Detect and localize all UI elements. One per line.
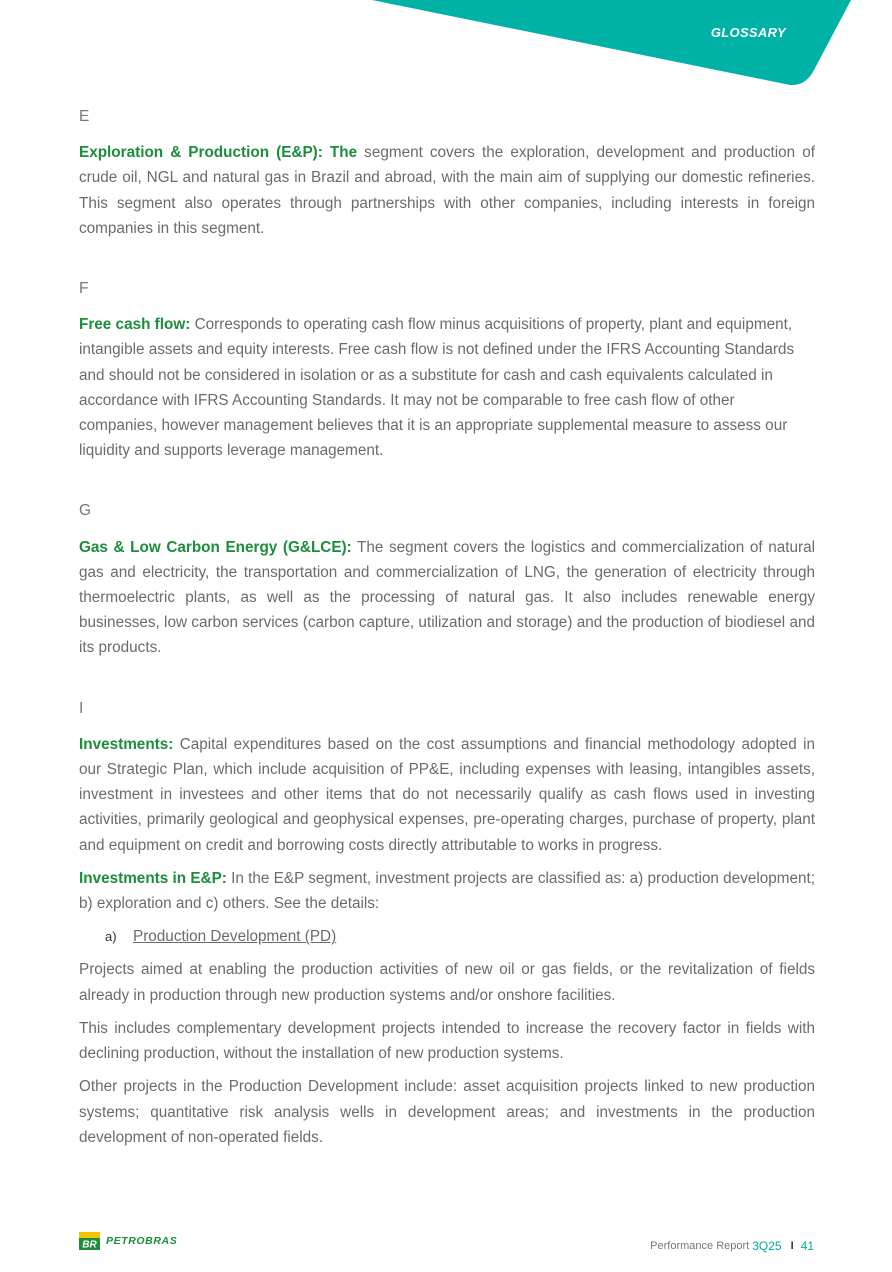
paragraph-pd-2: This includes complementary development projects intended to increase the recovery factor in fields with declining production, without the installation of new production systems. [79,1019,815,1063]
glossary-definition: The segment covers the logistics and commercialization of natural gas and electricity, the transportation and commercialization of LNG, the generation of electricity through thermoelectric plants, as well as the processing of natural gas. It also includes renewable energy businesses, low carbon services (carbon capture, utilization and storage) and the production of biodiesel and its products. [79,538,815,657]
glossary-entry-investments-ep [79,866,815,916]
paragraph-pd-3: Other projects in the Production Development include: asset acquisition projects linked to new production systems; quantitative risk analysis wells in development areas; and investments in the production development of non-operated fields. [79,1078,815,1146]
glossary-entry-ep [79,140,815,241]
glossary-term: Free cash flow: [79,316,191,334]
glossary-entry-investments [79,732,815,858]
glossary-letter-e: E [79,108,90,125]
header-banner [0,0,892,100]
glossary-definition: Corresponds to operating cash flow minus acquisitions of property, plant and equipment, intangible assets and equity interests. Free cash flow is not defined under the IFRS Accounting Standards and should not be considered in isolation or as a substitute for cash and cash equivalents calculated in accordance with IFRS Accounting Standards. It may not be comparable to free cash flow of other companies, however management believes that it is an appropriate supplemental measure to assess our liquidity and supports leverage management. [79,316,795,460]
report-label: Performance Report [650,1240,750,1252]
banner-shape [0,0,892,100]
glossary-letter-i: I [79,699,84,717]
production-development-heading: Production Development (PD) [133,928,337,946]
list-item-production-development [105,924,815,949]
footer-separator: I [790,1240,794,1252]
paragraph-pd-1: Projects aimed at enabling the production activities of new oil or gas fields, or the revitalization of fields already in production through new production systems and/or onshore facilities. [79,961,815,1004]
glossary-letter-f: F [79,280,89,298]
glossary-letter-g: G [79,502,92,520]
logo-wordmark: PETROBRAS [106,1235,178,1247]
glossary-term: Gas & Low Carbon Energy (G&LCE): [79,538,352,556]
glossary-term: Exploration & Production (E&P): The [79,144,358,162]
petrobras-br-logo-icon [79,1232,100,1250]
petrobras-logo [79,1232,177,1250]
glossary-content [79,104,815,1158]
glossary-term: Investments in E&P: [79,869,227,887]
section-title: GLOSSARY [710,25,786,40]
page-number: 41 [800,1239,814,1253]
glossary-definition: In the E&P segment, investment projects are classified as: a) production development; b) exploration and c) others. See the details: [79,869,816,913]
list-marker: a) [105,929,117,945]
footer-page-info [650,1239,814,1253]
report-period: 3Q25 [752,1239,782,1253]
glossary-entry-glce [79,535,815,661]
svg-text:BR: BR [82,1239,97,1250]
glossary-entry-free-cash-flow [79,312,815,463]
glossary-term: Investments: [79,735,174,753]
glossary-definition: segment covers the exploration, development and production of crude oil, NGL and natural gas in Brazil and abroad, with the main aim of supplying our domestic refineries. This segment also operates through partnerships with other companies, including interests in foreign companies in this segment. [79,144,815,237]
glossary-definition: Capital expenditures based on the cost assumptions and financial methodology adopted in our Strategic Plan, which include acquisition of PP&E, including expenses with leasing, intangibles assets, investment in investees and other items that do not necessarily qualify as cash flows used in investing activities, primarily geological and geophysical expenses, pre-operating charges, purchase of property, plant and equipment on credit and borrowing costs directly attributable to works in progress. [79,735,815,854]
